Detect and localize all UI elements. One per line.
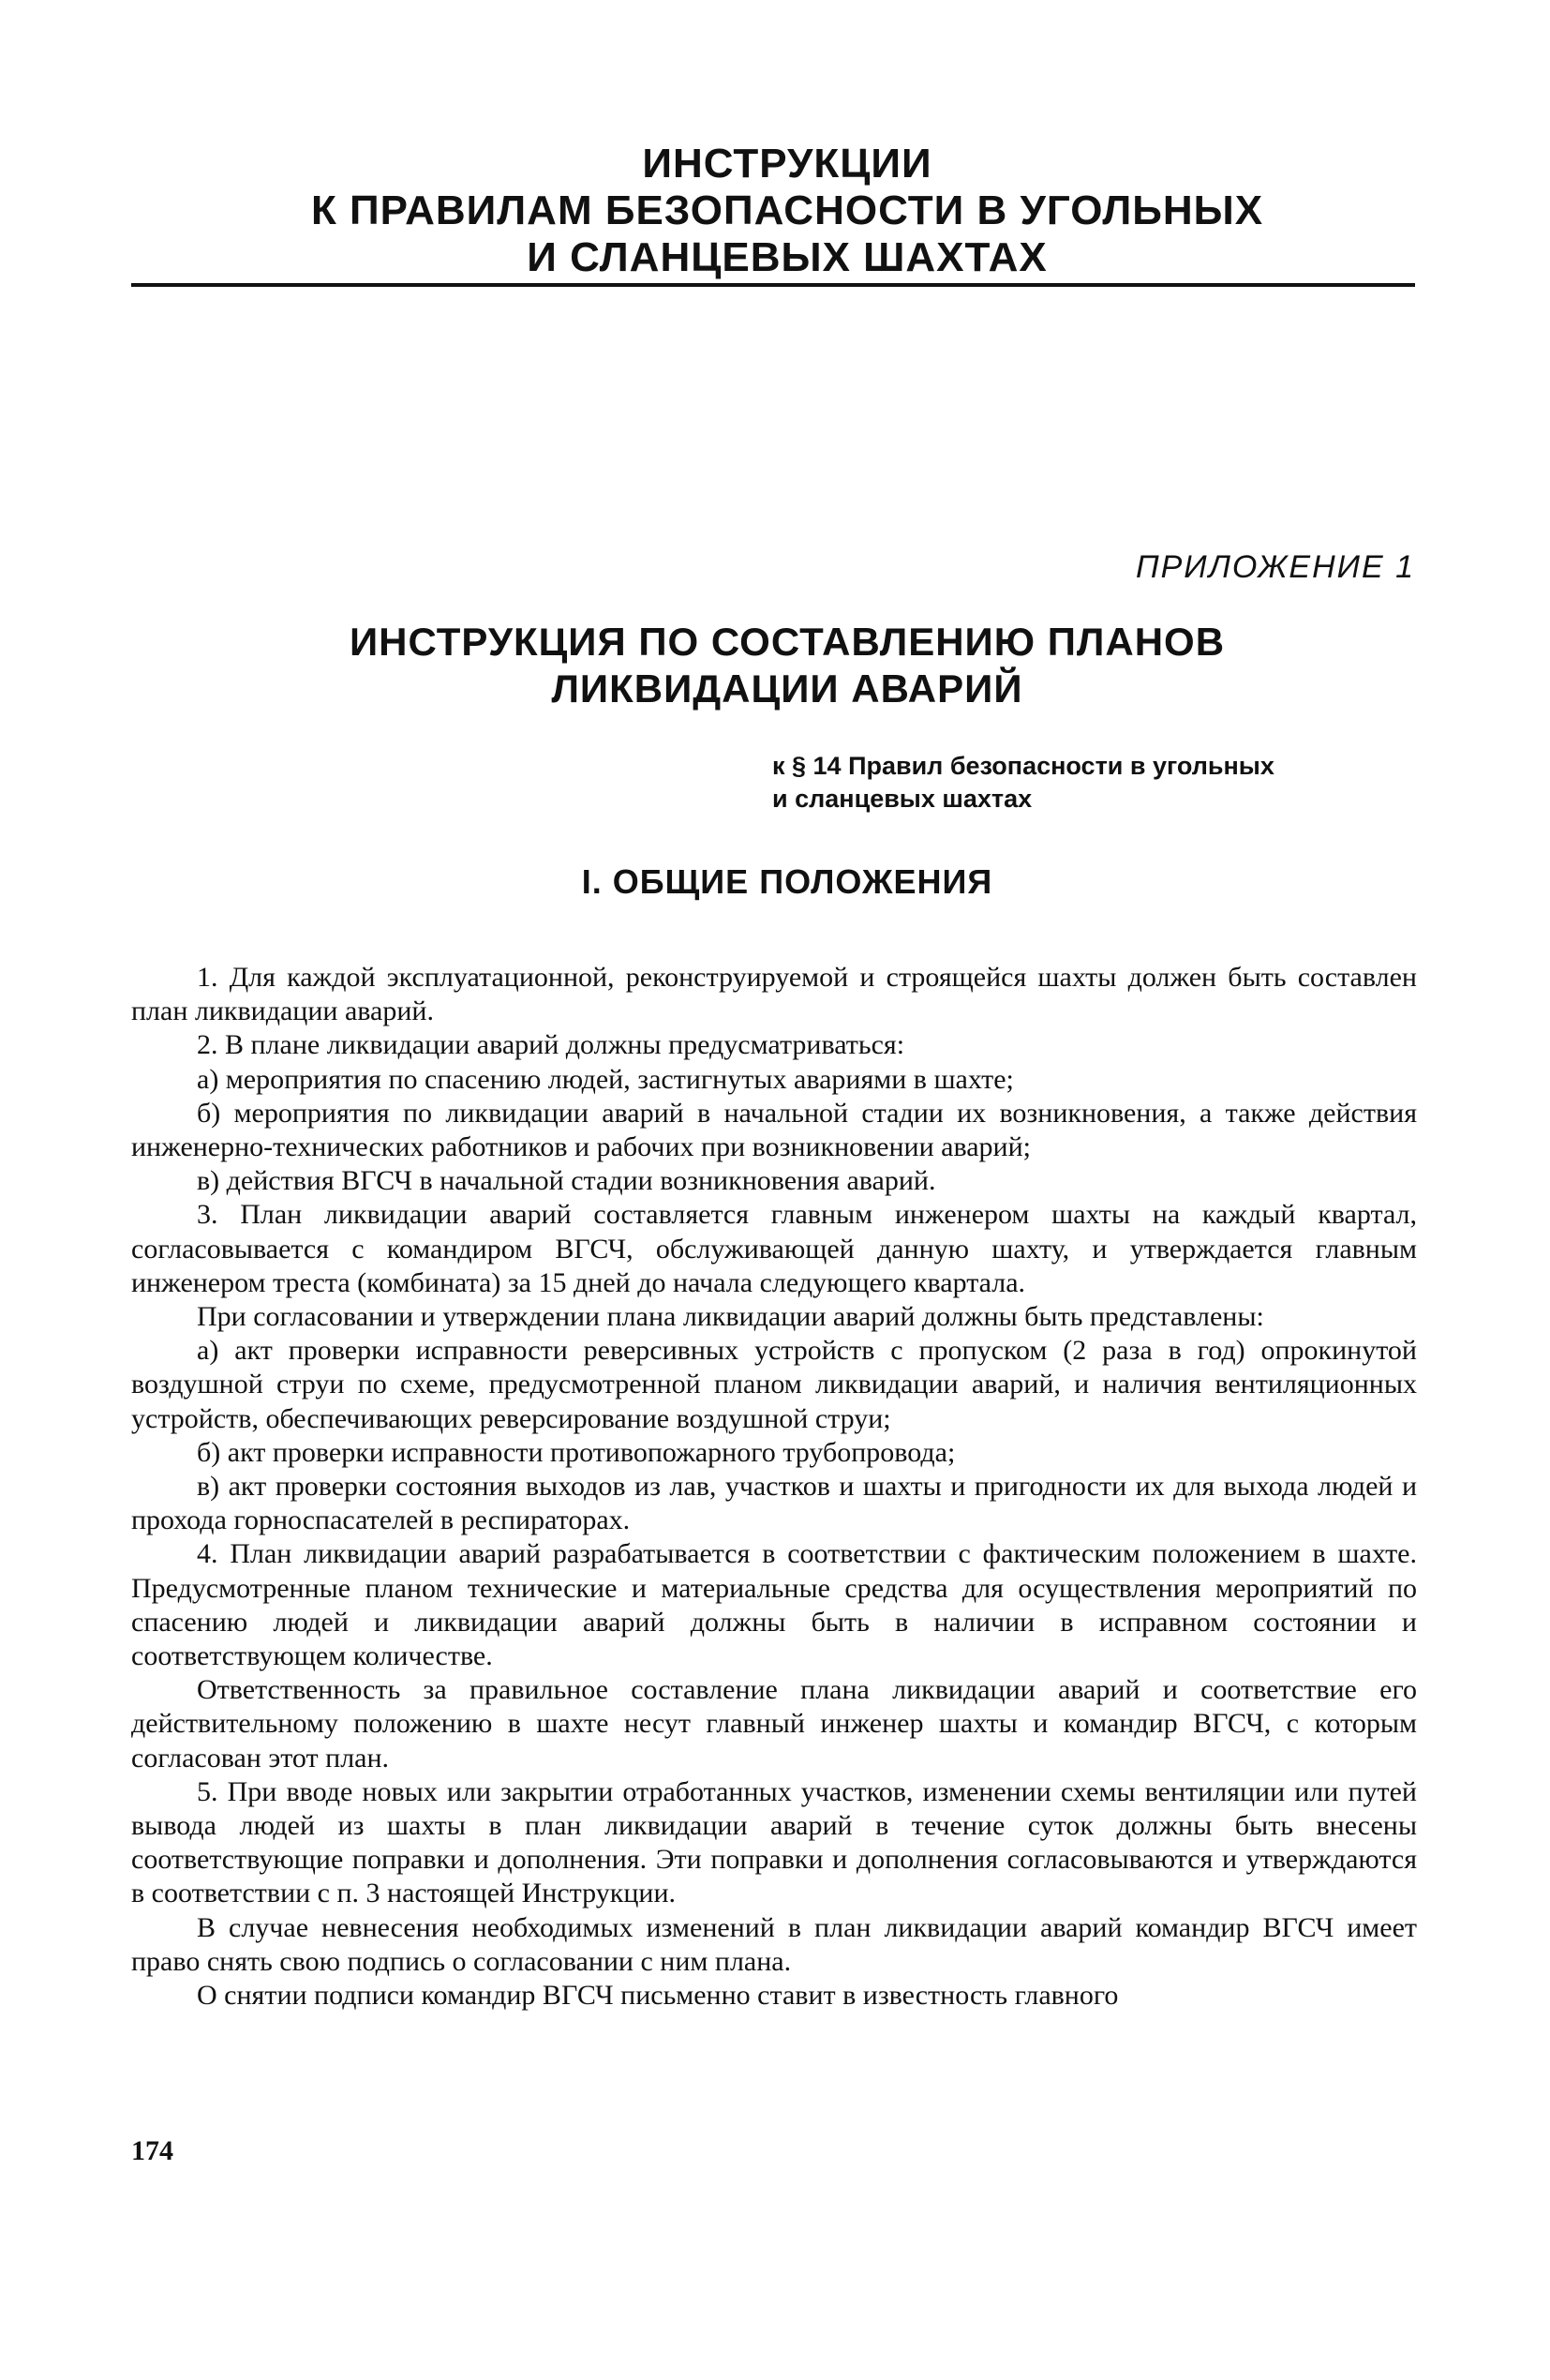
body-text: [131, 961, 1417, 2013]
paragraph: В случае невнесения необходимых изменений в план ликвидации аварий командир ВГСЧ имеет право снять свою подпись о согласовании с ним плана.: [131, 1911, 1417, 1977]
document-title: ИНСТРУКЦИЯ ПО СОСТАВЛЕНИЮ ПЛАНОВ ЛИКВИДАЦИИ АВАРИЙ: [349, 620, 1226, 711]
rules-reference: к § 14 Правил безопасности в угольных и сланцевых шахтах: [772, 752, 1274, 813]
paragraph: Ответственность за правильное составление плана ликвидации аварий и соответствие его действительному положению в шахте несут главный инженер шахты и командир ВГСЧ, с которым согласован этот план.: [131, 1674, 1417, 1774]
header-divider: [131, 283, 1415, 287]
paragraph: 5. При вводе новых или закрытии отработанных участков, изменении схемы вентиляции или путей вывода людей из шахты в план ликвидации аварий в течение суток должны быть внесены соответствующие поправки и дополнения. Эти поправки и дополнения согласовываются и утверждаются в соответствии с п. 3 настоящей Инструкции.: [131, 1775, 1417, 1909]
paragraph: б) мероприятия по ликвидации аварий в начальной стадии их возникновения, а также действия инженерно-технических работников и рабочих при возникновении аварий;: [131, 1097, 1417, 1163]
section-title: I. ОБЩИЕ ПОЛОЖЕНИЯ: [581, 862, 993, 901]
paragraph: О снятии подписи командир ВГСЧ письменно ставит в известность главного: [197, 1980, 1119, 2012]
paragraph: а) акт проверки исправности реверсивных устройств с пропуском (2 раза в год) опрокинутой воздушной струи по схеме, предусмотренной планом ликвидации аварий, и наличия вентиляционных устройств, обеспечивающих реверсирование воздушной струи;: [131, 1335, 1417, 1434]
paragraph: в) акт проверки состояния выходов из лав, участков и шахты и пригодности их для выхода людей и прохода горноспасателей в респираторах.: [131, 1471, 1417, 1536]
paragraph: 2. В плане ликвидации аварий должны предусматриваться:: [197, 1029, 905, 1061]
page-number: 174: [131, 2135, 173, 2166]
paragraph: в) действия ВГСЧ в начальной стадии возникновения аварий.: [197, 1165, 936, 1197]
paragraph: При согласовании и утверждении плана ликвидации аварий должны быть представлены:: [197, 1301, 1264, 1333]
running-header: ИНСТРУКЦИИ К ПРАВИЛАМ БЕЗОПАСНОСТИ В УГОЛЬНЫХ И СЛАНЦЕВЫХ ШАХТАХ: [310, 141, 1264, 280]
paragraph: а) мероприятия по спасению людей, застигнутых авариями в шахте;: [197, 1063, 1014, 1095]
paragraph: 4. План ликвидации аварий разрабатывается в соответствии с фактическим положением в шахте. Предусмотренные планом технические и материальные средства для осуществления мероприятий по спасению людей и ликвидации аварий должны быть в наличии в исправном состоянии и соответствующем количестве.: [131, 1538, 1417, 1672]
paragraph: б) акт проверки исправности противопожарного трубопровода;: [197, 1436, 956, 1468]
paragraph: 3. План ликвидации аварий составляется главным инженером шахты на каждый квартал, согласовывается с командиром ВГСЧ, обслуживающей данную шахту, и утверждается главным инженером треста (комбината) за 15 дней до начала следующего квартала.: [131, 1199, 1417, 1298]
appendix-label: ПРИЛОЖЕНИЕ 1: [1135, 549, 1415, 585]
paragraph: 1. Для каждой эксплуатационной, реконструируемой и строящейся шахты должен быть составлен план ликвидации аварий.: [131, 962, 1417, 1027]
